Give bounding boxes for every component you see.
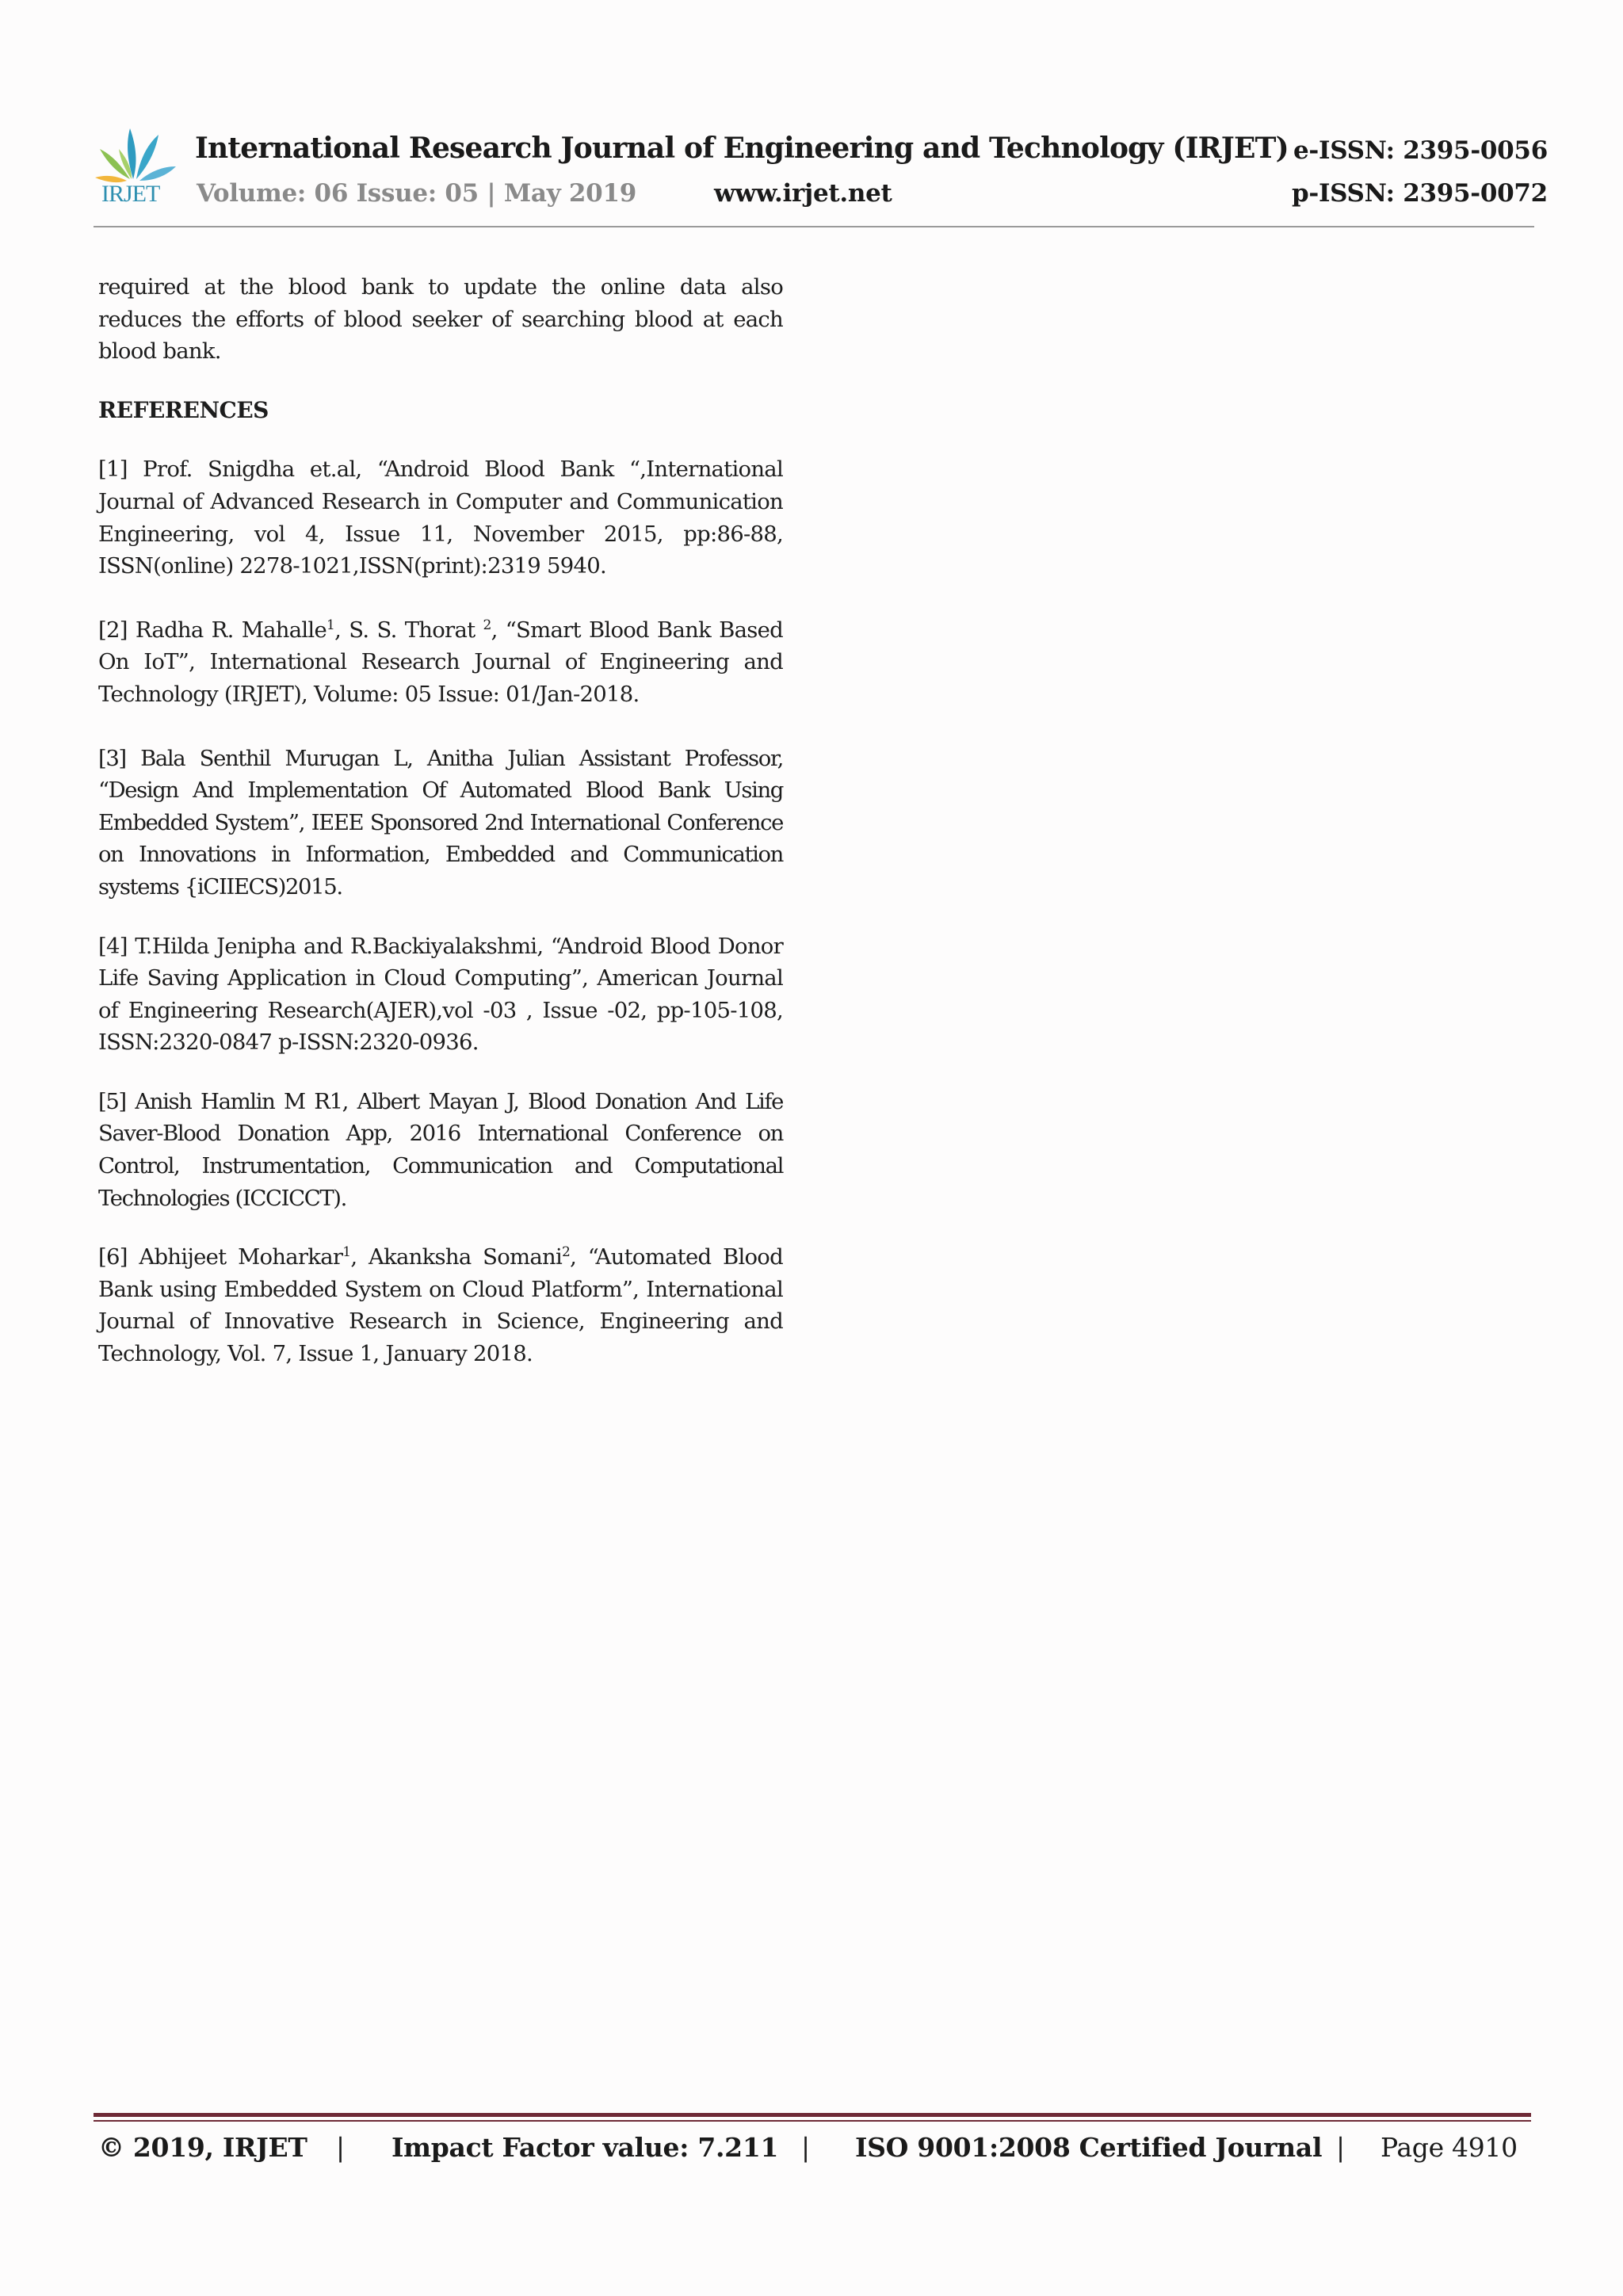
footer-separator: |	[336, 2132, 346, 2163]
volume-issue: Volume: 06 Issue: 05 | May 2019	[197, 179, 636, 208]
references-heading: REFERENCES	[98, 396, 269, 423]
journal-website: www.irjet.net	[714, 179, 892, 208]
reference-4: [4] T.Hilda Jenipha and R.Backiyalakshmi, “Android Blood Donor Life Saving Application in Cloud Computing”, American Journal of Engineering Research(AJER),vol -03 , Issue -02, pp-105-108, ISSN:2320-0847 p-ISSN:2320-0936.	[98, 933, 783, 1056]
p-issn: p-ISSN: 2395-0072	[1292, 179, 1548, 208]
superscript: 2	[562, 1244, 571, 1261]
reference-1: [1] Prof. Snigdha et.al, “Android Blood Bank “,International Journal of Advanced Research in Computer and Communication Engineering, vol 4, Issue 11, November 2015, pp:86-88, ISSN(online) 2278-1021,ISSN(print):2319 5940.	[98, 457, 783, 579]
reference-2	[98, 614, 783, 711]
reference-6-text: [6] Abhijeet Moharkar	[98, 1244, 343, 1270]
footer-copyright: © 2019, IRJET	[98, 2132, 307, 2163]
page-footer	[98, 2132, 1517, 2172]
superscript: 1	[342, 1244, 351, 1261]
footer-divider-thick	[94, 2113, 1531, 2117]
reference-2-text: [2] Radha R. Mahalle	[98, 617, 327, 643]
footer-divider-thin	[94, 2120, 1531, 2122]
logo-wordmark: IRJET	[101, 181, 160, 207]
reference-3: [3] Bala Senthil Murugan L, Anitha Julian Assistant Professor, “Design And Implementation Of Automated Blood Bank Using Embedded System”, IEEE Sponsored 2nd International Conference on Innovations in Information, Embedded and Communication systems {iCIIECS)2015.	[98, 745, 783, 900]
reference-5: [5] Anish Hamlin M R1, Albert Mayan J, Blood Donation And Life Saver-Blood Donation App, 2016 International Conference on Control, Instrumentation, Communication and Computational Technologies (ICCICCT).	[98, 1088, 783, 1211]
superscript: 2	[483, 617, 491, 633]
reference-2-text: , “Smart Blood Bank Based On IoT”, International Research Journal of Engineering and Technology (IRJET), Volume: 05 Issue: 01/Jan-2018.	[98, 617, 783, 707]
header-divider	[94, 226, 1534, 227]
reference-2-text: , S. S. Thorat	[334, 617, 483, 643]
footer-separator: |	[801, 2132, 811, 2163]
footer-separator: |	[1336, 2132, 1346, 2163]
journal-title: International Research Journal of Engineering and Technology (IRJET)	[195, 132, 1289, 165]
left-column	[98, 271, 783, 1397]
reference-6-text: , Akanksha Somani	[350, 1244, 563, 1270]
superscript: 1	[327, 617, 335, 633]
footer-page-number: Page 4910	[1381, 2132, 1518, 2163]
reference-6-text: , “Automated Blood Bank using Embedded System on Cloud Platform”, International Journal of Innovative Research in Science, Engineering and Technology, Vol. 7, Issue 1, January 2018.	[98, 1244, 783, 1367]
e-issn: e-ISSN: 2395-0056	[1293, 136, 1548, 165]
footer-impact-factor: Impact Factor value: 7.211	[391, 2132, 779, 2163]
footer-iso-certification: ISO 9001:2008 Certified Journal	[855, 2132, 1323, 2163]
intro-paragraph: required at the blood bank to update the online data also reduces the efforts of blood seeker of searching blood at each blood bank.	[98, 274, 783, 365]
reference-6	[98, 1241, 783, 1370]
